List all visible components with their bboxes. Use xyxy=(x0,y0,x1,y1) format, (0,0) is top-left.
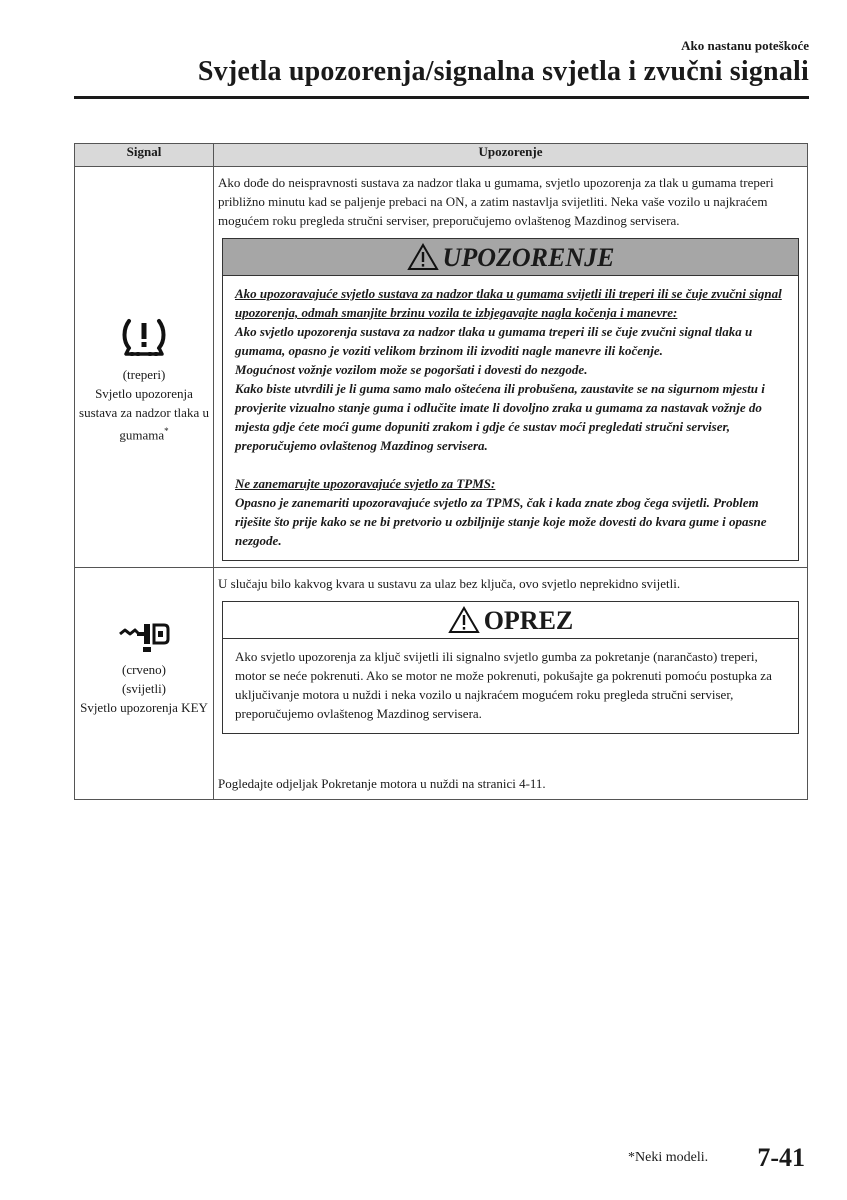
warning-paragraph: Mogućnost vožnje vozilom može se pogoršati i dovesti do nezgode. xyxy=(235,362,588,377)
warning-cell xyxy=(214,167,808,568)
warning-heading: Ako upozoravajuće svjetlo sustava za nadzor tlaka u gumama svijetli ili treperi ili se čuje zvučni signal upozorenja, odmah smanjite brzinu vozila te izbjegavajte nagla kočenja i manevre: xyxy=(235,286,782,320)
key-warning-icon xyxy=(117,620,171,654)
col-signal-header: Signal xyxy=(75,144,214,167)
tire-pressure-warning-icon xyxy=(120,317,168,359)
signal-state: (treperi) xyxy=(122,367,166,382)
intro-text: U slučaju bilo kakvog kvara u sustavu za ulaz bez ključa, ovo svjetlo neprekidno svijetli. xyxy=(218,576,681,591)
warning-paragraph: Kako biste utvrdili je li guma samo malo oštećena ili probušena, zaustavite se na sigurnom mjestu i provjerite vizualno stanje guma i odlučite imate li dovoljno zraka u gumama za nastavak vožnje do mjesta gdje ćete moći gume dopuniti zrakom i gdje će sustav moći pregledati stručni serviser, preporučujemo ovlaštenog Mazdinog servisera. xyxy=(235,381,765,453)
warning-triangle-icon xyxy=(448,606,480,634)
caution-box-header xyxy=(223,602,798,639)
signal-state: (svijetli) xyxy=(121,681,167,696)
signal-table xyxy=(74,143,808,800)
caution-box-title: OPREZ xyxy=(483,605,574,635)
intro-text: Ako dođe do neispravnosti sustava za nadzor tlaka u gumama, svjetlo upozorenja za tlak u gumama treperi približno minutu kad se paljenje prebaci na ON, a zatim nastavlja svijetliti. Neka vaše vozilo u najkraćem mogućem roku pregleda stručni serviser, preporučujemo ovlaštenog Mazdinog servisera. xyxy=(218,175,774,228)
page-number: 7-41 xyxy=(757,1143,805,1172)
page-title: Svjetla upozorenja/signalna svjetla i zvučni signali xyxy=(197,56,809,87)
table-row xyxy=(75,167,808,568)
section-label: Ako nastanu poteškoće xyxy=(681,38,809,53)
caution-box-body xyxy=(223,639,798,733)
warning-box-body xyxy=(223,276,798,560)
caution-box xyxy=(222,601,799,734)
table-header-row xyxy=(75,144,808,167)
title-rule xyxy=(74,96,809,99)
warning-paragraph: Opasno je zanemariti upozoravajuće svjetlo za TPMS, čak i kada znate zbog čega svijetli. Problem riješite što prije kako se ne bi pretvorio u ozbiljnije stanje koje može dovesti do kvara gume i opasne nezgode. xyxy=(235,495,767,548)
warning-cell xyxy=(214,568,808,800)
signal-cell xyxy=(75,568,214,800)
table-row xyxy=(75,568,808,800)
footnote: *Neki modeli. xyxy=(628,1150,709,1165)
caution-text: Ako svjetlo upozorenja za ključ svijetli ili signalno svjetlo gumba za pokretanje (narančasto) treperi, motor se neće pokrenuti. Ako se motor ne može pokrenuti, pokušajte ga pokrenuti pomoću postupka za uključivanje motora u nuždi i neka vozilo u najkraćem mogućem roku pregleda stručni serviser, preporučujemo ovlaštenog Mazdinog servisera. xyxy=(235,649,772,721)
warning-triangle-icon xyxy=(407,243,439,271)
warning-box-title: UPOZORENJE xyxy=(442,242,615,272)
warning-paragraph: Ako svjetlo upozorenja sustava za nadzor tlaka u gumama treperi ili se čuje zvučni signal tlaka u gumama, opasno je voziti velikom brzinom ili izvoditi nagle manevre ili kočenje. xyxy=(235,324,753,358)
warning-box-header xyxy=(223,239,798,276)
col-warning-header: Upozorenje xyxy=(214,144,808,167)
signal-cell xyxy=(75,167,214,568)
warning-box xyxy=(222,238,799,561)
footnote-mark: * xyxy=(164,426,169,436)
signal-name: Svjetlo upozorenja sustava za nadzor tlaka u gumama* xyxy=(79,386,209,443)
signal-name: Svjetlo upozorenja KEY xyxy=(80,700,208,715)
signal-color: (crveno) xyxy=(121,662,167,677)
warning-heading: Ne zanemarujte upozoravajuće svjetlo za TPMS: xyxy=(235,476,496,491)
reference-text: Pogledajte odjeljak Pokretanje motora u nuždi na stranici 4-11. xyxy=(218,776,546,791)
